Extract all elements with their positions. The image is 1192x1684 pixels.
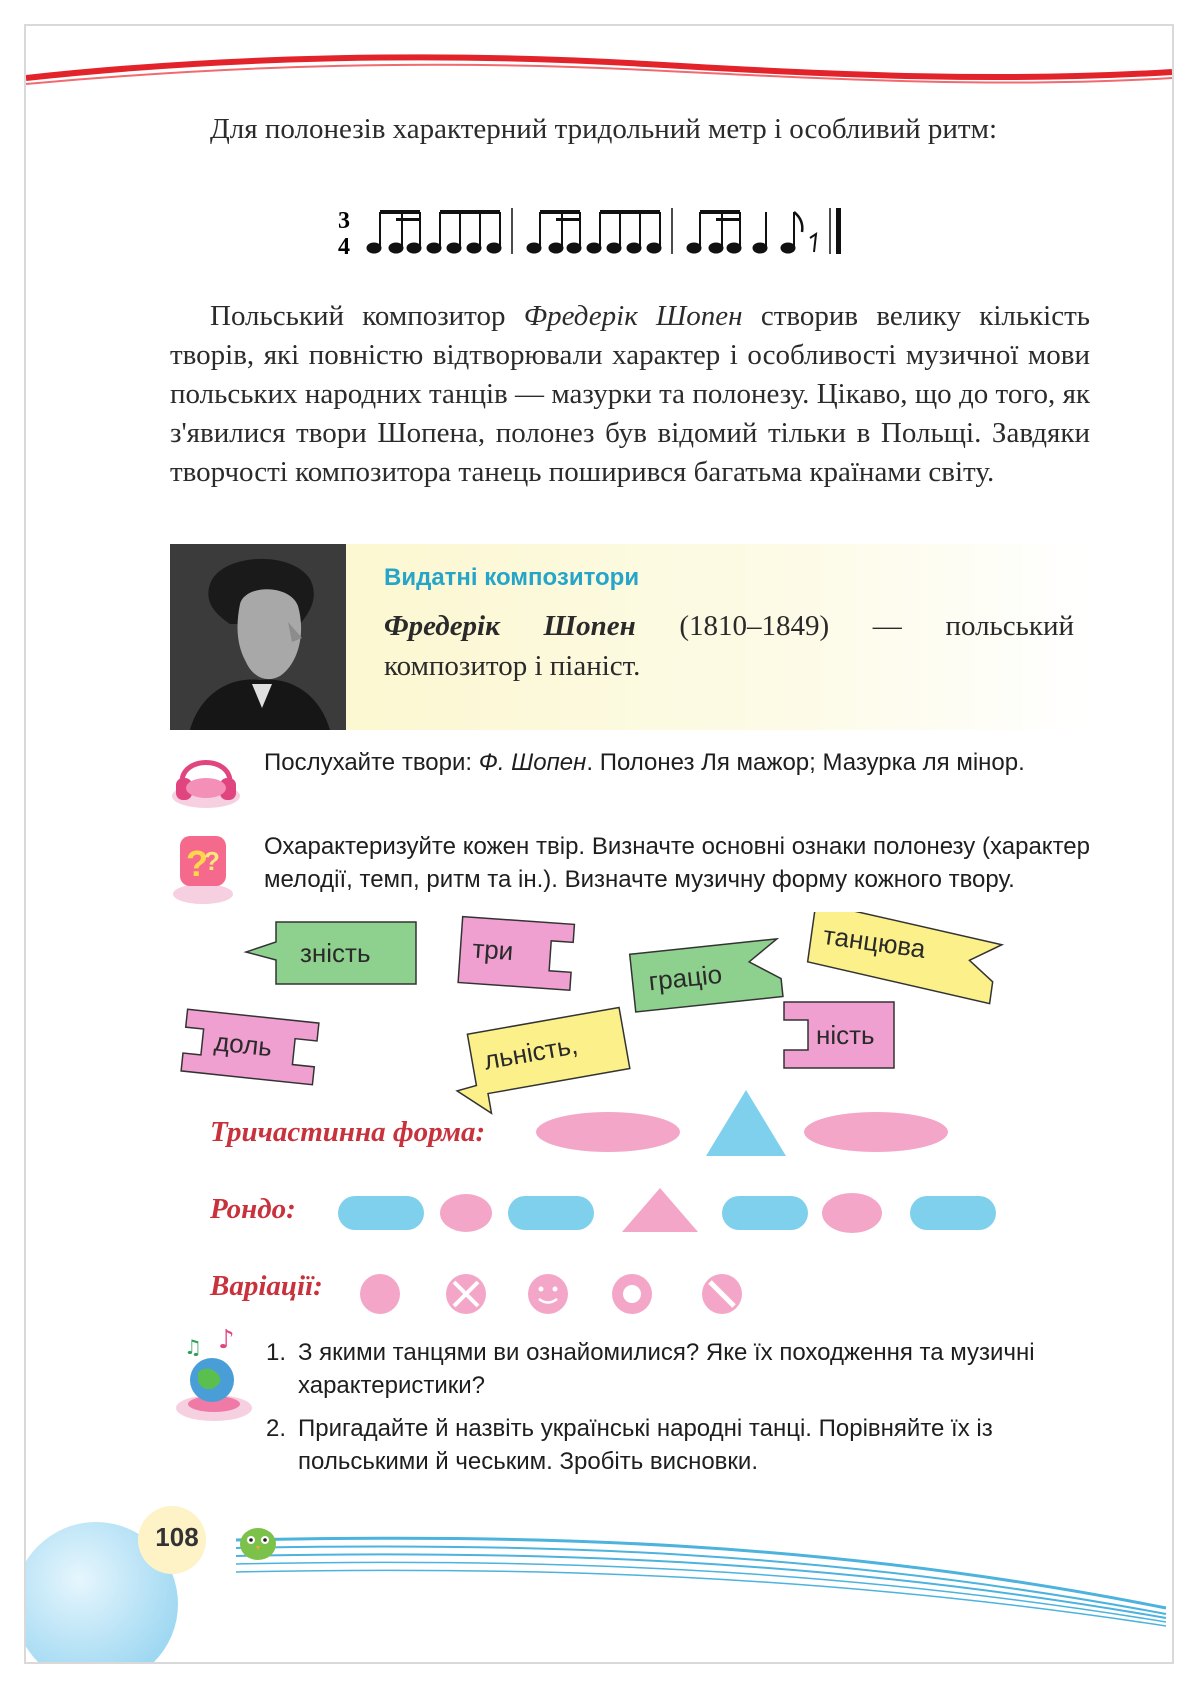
variations-label: Варіації: xyxy=(210,1270,323,1302)
form-section-a1 xyxy=(536,1112,680,1152)
svg-text:?: ? xyxy=(186,843,208,884)
composer-description: Фредерік Шопен (1810–1849) — польський композитор і піаніст. xyxy=(384,610,1075,682)
question-text: З якими танцями ви ознайомилися? Яке їх походження та музичні характеристики? xyxy=(298,1339,1035,1399)
top-wave-decoration xyxy=(26,38,1172,118)
svg-text:три: три xyxy=(471,933,515,967)
globe-icon xyxy=(170,1324,256,1424)
chopin-portrait xyxy=(170,544,346,730)
three-part-form-shapes xyxy=(536,1090,948,1156)
svg-text:?: ? xyxy=(204,846,220,876)
rondo-shapes xyxy=(338,1188,996,1233)
portrait-image xyxy=(170,544,346,730)
svg-text:доль: доль xyxy=(212,1026,274,1063)
time-signature-bottom: 4 xyxy=(338,234,350,260)
question-item xyxy=(266,1412,1096,1478)
svg-text:граціо: граціо xyxy=(647,958,724,997)
paragraph-chopin: Польський композитор Фредерік Шопен створив велику кількість творів, які повністю відтворювали характер і особливості музичної мови польських народних танців — мазурки та полонезу. Цікаво, що до того, як з'явилися твори Шопена, полонез був відомий тільки в Польщі. Завдяки творчості композитора танець поширився багатьма країнами світу. xyxy=(170,300,1091,488)
questions-list xyxy=(266,1336,1096,1488)
headphones-icon xyxy=(170,748,242,810)
form-diagrams xyxy=(330,1090,1090,1330)
puzzle-piece-7 xyxy=(784,1002,894,1068)
question-number: 1. xyxy=(266,1339,287,1366)
owl-icon xyxy=(240,1528,276,1560)
form-section-a2 xyxy=(804,1112,948,1152)
question-item xyxy=(266,1336,1096,1402)
question-text: Пригадайте й назвіть українські народні танці. Порівняйте їх із польськими й чеським. Зробіть висновки. xyxy=(298,1415,993,1475)
question-icon xyxy=(170,830,236,906)
task-characterize: Охарактеризуйте кожен твір. Визначте основні ознаки полонезу (характер мелодії, темп, ритм та ін.). Визначте музичну форму кожного твору. xyxy=(264,833,1090,893)
measure-1 xyxy=(367,208,512,254)
puzzle-piece-2 xyxy=(458,917,574,991)
page-number: 108 xyxy=(155,1522,199,1552)
svg-text:ність: ність xyxy=(816,1020,875,1050)
svg-text:♪: ♪ xyxy=(218,1325,235,1355)
rondo-label: Рондо: xyxy=(210,1193,296,1225)
measure-2 xyxy=(527,208,672,254)
measure-3 xyxy=(687,208,841,254)
rhythm-notation xyxy=(330,198,940,264)
svg-text:льність,: льність, xyxy=(481,1029,580,1076)
question-number: 2. xyxy=(266,1415,287,1442)
task-composer-italic: Ф. Шопен xyxy=(478,749,587,776)
composer-name-italic: Фредерік Шопен xyxy=(523,300,743,332)
svg-text:♫: ♫ xyxy=(184,1335,202,1359)
composer-heading: Видатні композитори xyxy=(384,564,640,591)
svg-text:танцюва: танцюва xyxy=(821,919,928,964)
variations-shapes xyxy=(360,1274,742,1314)
time-signature-top: 3 xyxy=(338,208,350,234)
puzzle-piece-1 xyxy=(246,922,416,984)
puzzle-piece-3 xyxy=(630,939,783,1012)
puzzle-piece-5 xyxy=(181,1009,319,1084)
paragraph-meter: Для полонезів характерний тридольний метр і особливий ритм: xyxy=(210,113,998,145)
three-part-form-label: Тричастинна форма: xyxy=(210,1116,486,1148)
puzzle-piece-4 xyxy=(805,912,1004,1004)
form-section-b xyxy=(706,1090,786,1156)
composer-name-bold: Фредерік Шопен xyxy=(384,610,636,642)
task-listen: Послухайте твори: Ф. Шопен. Полонез Ля мажор; Мазурка ля мінор. xyxy=(264,749,1025,776)
svg-text:зність: зність xyxy=(300,938,371,968)
